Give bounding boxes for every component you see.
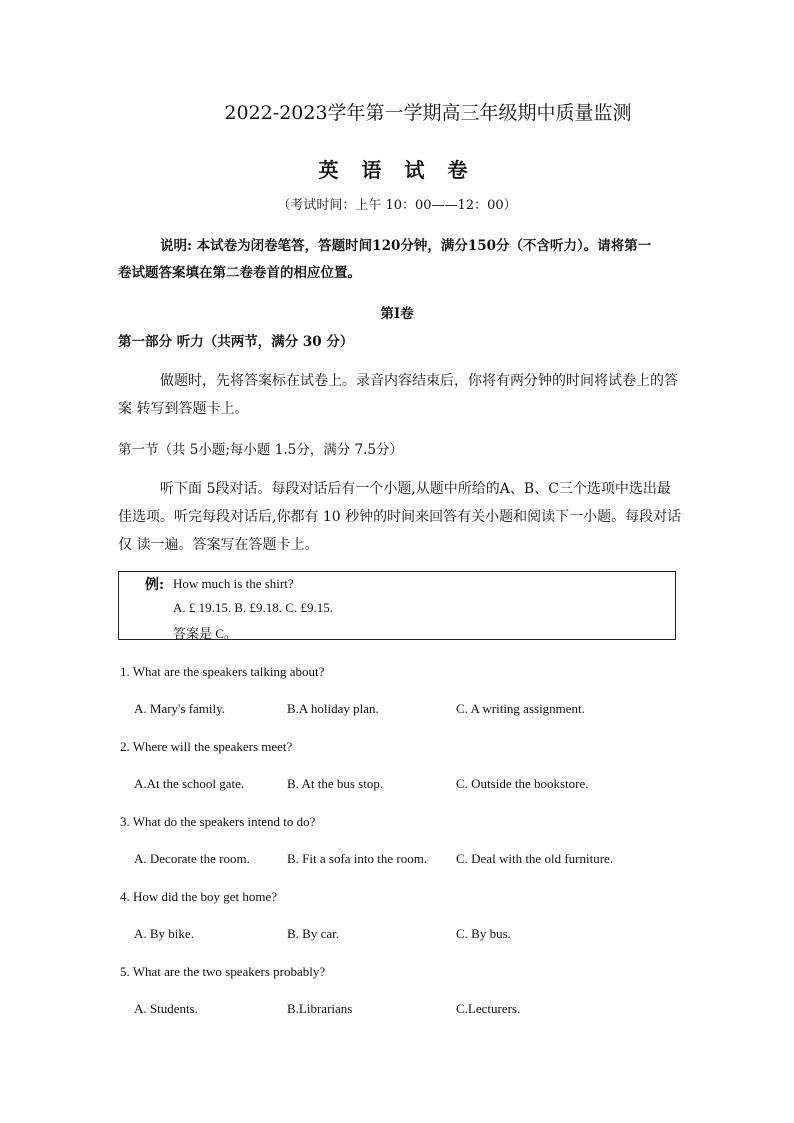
question-1-stem: 1. What are the speakers talking about? [120, 664, 325, 679]
subject-title: 英 语 试 卷 [318, 158, 476, 182]
question-5-stem: 5. What are the two speakers probably? [120, 964, 326, 979]
section1-heading: 第一节（共 5小题;每小题 1.5分，满分 7.5分） [118, 442, 403, 458]
example-box [118, 571, 676, 640]
question-2-stem: 2. Where will the speakers meet? [120, 739, 293, 754]
question-5-option-a: A. Students. [134, 1001, 198, 1016]
question-5-option-b: B.Librarians [287, 1001, 353, 1016]
example-answer: 答案是 C。 [173, 626, 237, 641]
section1-instruction-line-2: 佳选项。听完每段对话后,你都有 10 秒钟的时间来回答有关小题和阅读下一小题。每段对话 [118, 509, 682, 525]
exam-title: 2022-2023学年第一学期高三年级期中质量监测 [224, 102, 632, 124]
section1-instruction-line-1: 听下面 5段对话。每段对话后有一个小题,从题中所给的A、B、C三个选项中选出最 [160, 481, 671, 497]
question-3-stem: 3. What do the speakers intend to do? [120, 814, 316, 829]
question-3-option-b: B. Fit a sofa into the room. [287, 851, 428, 866]
exam-time: （考试时间：上午 10：00——12：00） [277, 198, 517, 213]
question-4-stem: 4. How did the boy get home? [120, 889, 278, 904]
example-label: 例: [145, 577, 165, 593]
question-4-option-b: B. By car. [287, 926, 339, 941]
question-1-option-c: C. A writing assignment. [456, 701, 585, 716]
question-4-option-a: A. By bike. [134, 926, 194, 941]
part1-heading: 第一部分 听力（共两节，满分 30 分） [118, 334, 354, 350]
question-3-option-a: A. Decorate the room. [134, 851, 250, 866]
question-1-option-b: B.A holiday plan. [287, 701, 379, 716]
volume-title: 第I卷 [380, 306, 414, 322]
question-5-option-c: C.Lecturers. [456, 1001, 521, 1016]
question-2-option-c: C. Outside the bookstore. [456, 776, 589, 791]
notice-line-2: 卷试题答案填在第二卷卷首的相应位置。 [118, 265, 361, 281]
example-question: How much is the shirt? [173, 576, 294, 591]
part1-instruction-line-1: 做题时，先将答案标在试卷上。录音内容结束后，你将有两分钟的时间将试卷上的答 [160, 373, 678, 389]
notice-line-1: 说明: 本试卷为闭卷笔答，答题时间120分钟，满分150分（不含听力）。请将第一 [160, 238, 652, 254]
question-4-option-c: C. By bus. [456, 926, 511, 941]
question-3-option-c: C. Deal with the old furniture. [456, 851, 614, 866]
question-2-option-a: A.At the school gate. [134, 776, 245, 791]
example-options: A. £ 19.15. B. £9.18. C. £9.15. [173, 600, 333, 615]
part1-instruction-line-2: 案 转写到答题卡上。 [118, 401, 249, 417]
section1-instruction-line-3: 仅 读一遍。答案写在答题卡上。 [118, 537, 319, 553]
question-1-option-a: A. Mary's family. [134, 701, 226, 716]
question-2-option-b: B. At the bus stop. [287, 776, 384, 791]
